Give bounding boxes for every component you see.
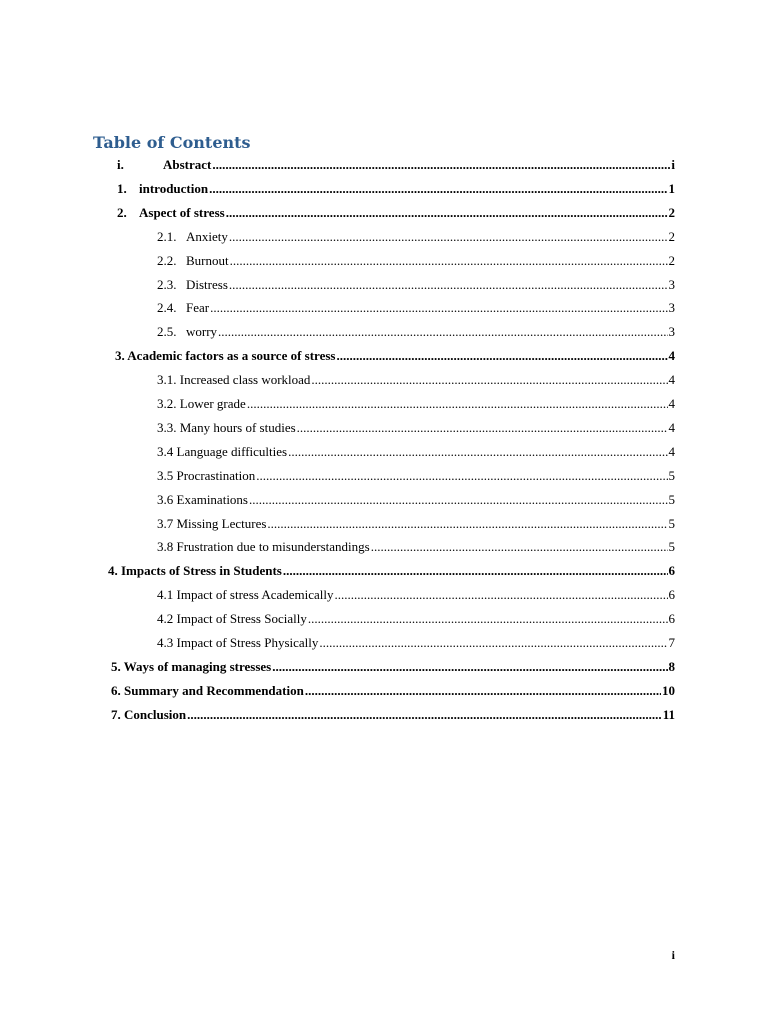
toc-entry-page: i [671, 157, 675, 172]
toc-entry-title: 4.2 Impact of Stress Socially [157, 611, 307, 627]
toc-entry[interactable] [117, 178, 675, 198]
toc-dot-leader [230, 252, 668, 270]
toc-dot-leader [305, 682, 661, 700]
toc-dot-leader [226, 204, 668, 222]
toc-entry-page: 4 [668, 443, 675, 459]
toc-entry[interactable] [117, 202, 675, 222]
toc-entry-page: 8 [668, 658, 675, 674]
toc-entry-title: 6. Summary and Recommendation [111, 682, 304, 698]
toc-entry-page: 7 [668, 635, 675, 650]
toc-dot-leader [283, 562, 668, 580]
toc-entry-title: 3.3. Many hours of studies [157, 419, 296, 435]
toc-entry[interactable] [157, 465, 675, 485]
toc-entry-title: 3. Academic factors as a source of stress [115, 348, 336, 364]
toc-entry-title: introduction [139, 180, 209, 196]
toc-entry-page: 4 [668, 348, 675, 364]
toc-dot-leader [229, 276, 668, 294]
toc-entry[interactable] [157, 250, 675, 270]
toc-entry-title: Burnout [186, 252, 229, 268]
page-number: i [671, 948, 675, 962]
toc-entry-title: 4. Impacts of Stress in Students [108, 563, 282, 579]
toc-entry-number: i. [117, 157, 124, 172]
toc-entry-title: 7. Conclusion [111, 706, 187, 722]
toc-dot-leader [288, 443, 667, 461]
toc-dot-leader [311, 371, 667, 389]
toc-entry[interactable] [157, 584, 675, 604]
toc-dot-leader [319, 634, 667, 652]
toc-dot-leader [256, 467, 667, 485]
toc-dot-leader [371, 538, 668, 556]
toc-entry-page: 5 [668, 491, 675, 507]
toc-entry-page: 5 [668, 515, 675, 531]
toc-dot-leader [267, 515, 667, 533]
toc-entry[interactable] [157, 608, 675, 628]
toc-entry-page: 2 [668, 228, 675, 244]
toc-entry[interactable] [157, 297, 675, 317]
toc-entry[interactable] [157, 226, 675, 246]
toc-entry-page: 11 [662, 706, 675, 722]
toc-entry-title: 3.2. Lower grade [157, 396, 246, 411]
toc-entry[interactable] [157, 321, 675, 341]
toc-entry[interactable] [111, 680, 675, 700]
toc-dot-leader [187, 706, 662, 724]
toc-entry-page: 3 [668, 300, 675, 316]
toc-entry[interactable] [157, 393, 675, 413]
toc-dot-leader [210, 299, 667, 317]
toc-dot-leader [335, 586, 668, 604]
toc-entry[interactable] [157, 513, 675, 533]
toc-dot-leader [229, 228, 668, 246]
toc-entry-page: 1 [668, 180, 675, 196]
toc-entry[interactable] [157, 489, 675, 509]
toc-entry-number: 2.2. [157, 252, 177, 268]
toc-entry-number: 2.5. [157, 324, 177, 340]
toc-dot-leader [308, 610, 668, 628]
toc-entry[interactable] [157, 417, 675, 437]
toc-entry-number: 1. [117, 180, 127, 196]
toc-entry-title: 3.1. Increased class workload [157, 372, 311, 388]
toc-dot-leader [249, 491, 668, 509]
toc-dot-leader [247, 395, 668, 413]
toc-dot-leader [218, 323, 667, 341]
toc-heading: Table of Contents [93, 133, 251, 152]
toc-entry[interactable] [108, 560, 675, 580]
toc-entry-title: 3.8 Frustration due to misunderstandings [157, 539, 370, 555]
toc-entry-page: 4 [668, 419, 675, 435]
toc-entry-title: Abstract [163, 157, 212, 172]
toc-dot-leader [297, 419, 668, 437]
toc-entry-number: 2. [117, 204, 127, 220]
toc-entry-number: 2.4. [157, 300, 177, 316]
toc-entry-page: 5 [668, 467, 675, 483]
toc-entry-title: 4.1 Impact of stress Academically [157, 587, 334, 603]
toc-entry-title: Aspect of stress [139, 204, 225, 220]
toc-entry[interactable] [157, 441, 675, 461]
toc-entry-page: 5 [668, 539, 675, 555]
toc-entry-title: Distress [186, 276, 228, 292]
toc-entry[interactable] [117, 154, 675, 174]
toc-dot-leader [212, 156, 670, 174]
toc-entry-title: Anxiety [186, 228, 228, 244]
toc-entry-page: 2 [668, 204, 675, 220]
toc-entry[interactable] [157, 369, 675, 389]
toc-entry-page: 6 [668, 587, 675, 603]
toc-entry-page: 3 [668, 276, 675, 292]
toc-entry[interactable] [111, 656, 675, 676]
toc-entry-title: 5. Ways of managing stresses [111, 658, 272, 674]
toc-entry[interactable] [115, 345, 675, 365]
toc-entry-page: 3 [668, 324, 675, 340]
toc-entry[interactable] [157, 632, 675, 652]
toc-entry-title: 3.6 Examinations [157, 491, 248, 507]
toc-entry-page: 4 [668, 396, 675, 411]
toc-entry-page: 2 [668, 252, 675, 268]
toc-entry-title: Fear [186, 300, 210, 316]
toc-entry[interactable] [157, 536, 675, 556]
toc-entry-page: 4 [668, 372, 675, 388]
toc-entry-title: 4.3 Impact of Stress Physically [157, 635, 319, 650]
toc-entry-page: 6 [668, 563, 675, 579]
toc-dot-leader [336, 347, 667, 365]
toc-entry-page: 10 [662, 682, 675, 698]
toc-entry[interactable] [157, 274, 675, 294]
toc-entry-page: 6 [668, 611, 675, 627]
toc-entry[interactable] [111, 704, 675, 724]
toc-entry-title: 3.5 Procrastination [157, 467, 256, 483]
toc-entry-title: 3.7 Missing Lectures [157, 515, 267, 531]
toc-entry-number: 2.1. [157, 228, 177, 244]
toc-entry-number: 2.3. [157, 276, 177, 292]
toc-dot-leader [272, 658, 667, 676]
toc-entry-title: 3.4 Language difficulties [157, 443, 288, 459]
toc-entry-title: worry [186, 324, 218, 340]
toc-dot-leader [209, 180, 667, 198]
